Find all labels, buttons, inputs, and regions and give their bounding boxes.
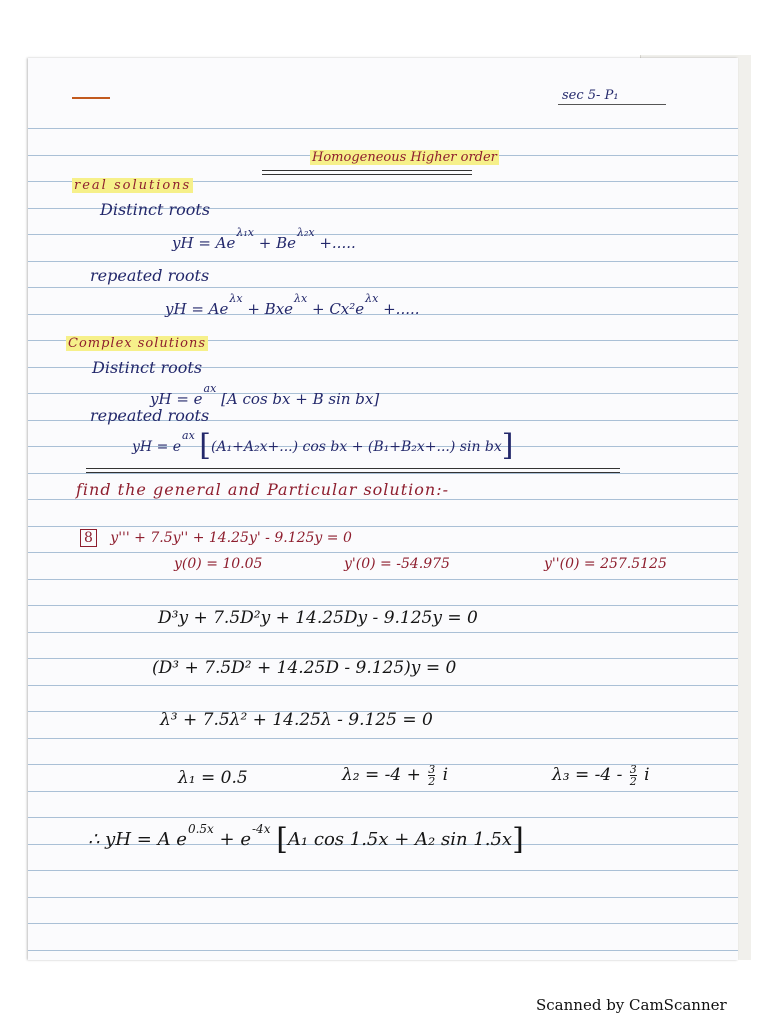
initial-condition-y2: y''(0) = 257.5125 — [544, 556, 667, 572]
complex-repeated-formula: yH = $e^{ax}$ [(A₁+A₂x+...) cos bx + (B₁+B₂x+...) sin bx] — [132, 428, 514, 463]
ruled-line — [28, 870, 738, 871]
ruled-line — [28, 526, 738, 527]
ruled-line — [28, 473, 738, 474]
distinct-roots-label: Distinct roots — [100, 200, 211, 219]
initial-condition-y1: y'(0) = -54.975 — [344, 556, 450, 572]
ruled-line — [28, 817, 738, 818]
ruled-line — [28, 499, 738, 500]
real-solutions-heading: real solutions — [74, 178, 192, 193]
problem-number: 8 — [80, 529, 97, 547]
ruled-line — [28, 923, 738, 924]
ruled-line — [28, 287, 738, 288]
complex-solutions-heading: Complex solutions — [68, 336, 207, 351]
problem-statement: 8 y''' + 7.5y'' + 14.25y' - 9.125y = 0 — [80, 530, 352, 546]
ruled-line — [28, 632, 738, 633]
ruled-line — [28, 791, 738, 792]
operator-form-equation: D³y + 7.5D²y + 14.25Dy - 9.125y = 0 — [158, 608, 478, 628]
margin-marker — [72, 97, 110, 99]
final-general-solution: ∴ yH = A $e^{0.5x} + e^{-4x}$ [A₁ cos 1.5x + A₂ sin 1.5x] — [88, 822, 524, 857]
initial-condition-y0: y(0) = 10.05 — [174, 556, 263, 572]
section-underline — [558, 104, 666, 105]
complex-distinct-label: Distinct roots — [92, 358, 203, 377]
ruled-line — [28, 261, 738, 262]
ruled-line — [28, 128, 738, 129]
repeated-roots-formula: yH = $Ae^{\lambda x} + Bxe^{\lambda x} + Cx^2e^{\lambda x}$ +..... — [165, 292, 420, 318]
title-underline — [262, 170, 472, 175]
ruled-line — [28, 738, 738, 739]
page-title: Homogeneous Higher order — [312, 150, 497, 165]
problem-prompt: find the general and Particular solution:- — [76, 480, 449, 499]
ruled-line — [28, 393, 738, 394]
ruled-line — [28, 234, 738, 235]
root-lambda-3: λ₃ = -4 - $\frac{3}{2}$ i — [552, 763, 650, 788]
ruled-line — [28, 605, 738, 606]
characteristic-equation: λ³ + 7.5λ² + 14.25λ - 9.125 = 0 — [160, 710, 433, 730]
complex-repeated-label: repeated roots — [90, 406, 210, 425]
ruled-line — [28, 552, 738, 553]
ruled-line — [28, 579, 738, 580]
root-lambda-2: λ₂ = -4 + $\frac{3}{2}$ i — [342, 763, 449, 788]
factored-operator-equation: (D³ + 7.5D² + 14.25D - 9.125)y = 0 — [152, 658, 457, 678]
root-lambda-1: λ₁ = 0.5 — [178, 768, 248, 788]
distinct-roots-formula: yH = $Ae^{\lambda_1x} + Be^{\lambda_2x}$ +..... — [172, 226, 356, 252]
section-reference: sec 5- P₁ — [562, 88, 619, 103]
ruled-line — [28, 685, 738, 686]
ruled-line — [28, 950, 738, 951]
ruled-line — [28, 897, 738, 898]
repeated-roots-label: repeated roots — [90, 266, 210, 285]
complex-distinct-formula: yH = $e^{ax}$ [A cos bx + B sin bx] — [150, 382, 380, 408]
section-divider — [86, 468, 620, 473]
camscanner-footer: Scanned by CamScanner — [536, 996, 727, 1014]
